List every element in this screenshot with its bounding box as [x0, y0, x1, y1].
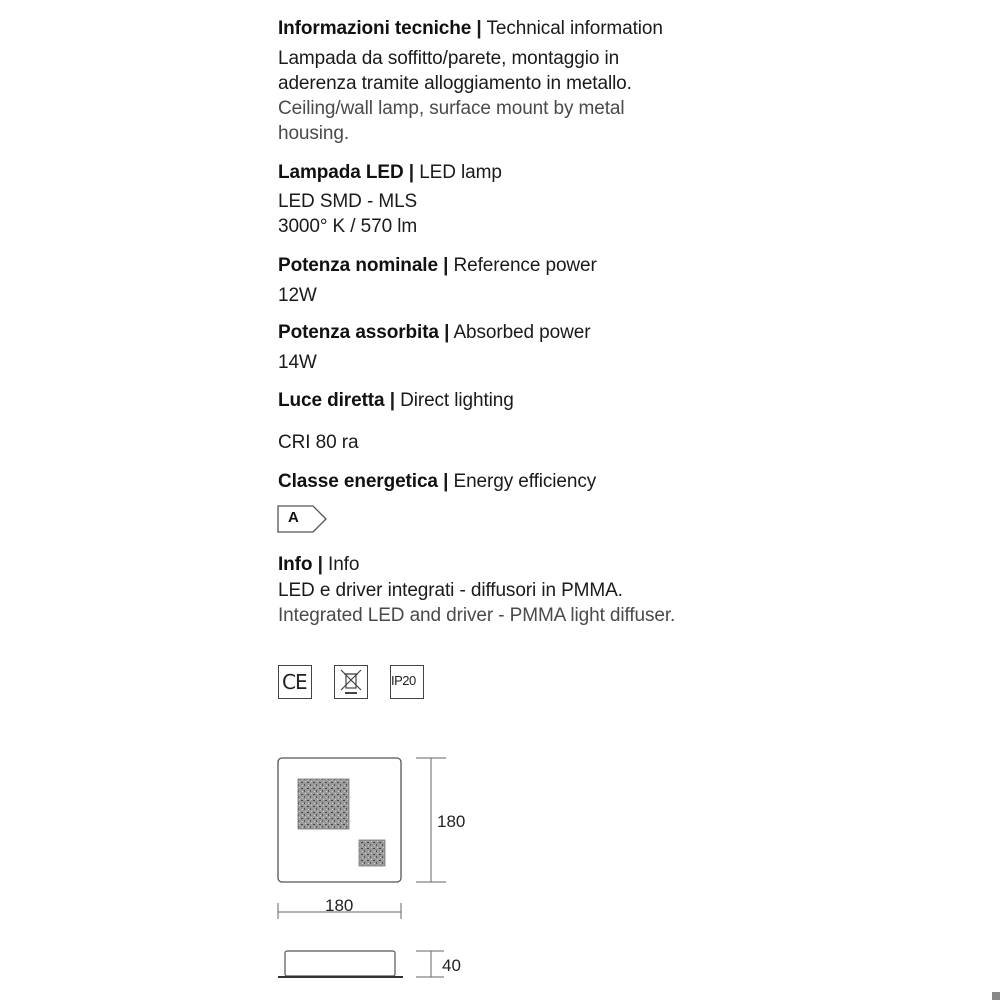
weee-bin-icon — [334, 665, 368, 699]
technical-title-it: Informazioni tecniche — [278, 18, 472, 39]
info-text-it: LED e driver integrati - diffusori in PMMA. — [278, 580, 623, 601]
reference-power-title-en: Reference power — [453, 255, 597, 276]
large-diffuser-square — [298, 779, 349, 829]
info-text-en: Integrated LED and driver - PMMA light diffuser. — [278, 605, 676, 626]
lighting-heading — [278, 389, 514, 413]
energy-title-en: Energy efficiency — [453, 471, 597, 492]
info-title-en: Info — [328, 554, 360, 575]
depth-dimension-line — [416, 951, 444, 977]
technical-text-it-2: aderenza tramite alloggiamento in metallo. — [278, 73, 632, 94]
lamp-title-it: Lampada LED — [278, 162, 404, 183]
separator: | — [317, 554, 323, 575]
height-dimension-label: 180 — [437, 812, 466, 831]
energy-arrow-icon — [277, 505, 329, 533]
separator: | — [389, 390, 395, 411]
separator: | — [443, 255, 449, 276]
small-diffuser-square — [359, 840, 385, 866]
ip20-rating-icon — [390, 665, 424, 699]
energy-title-it: Classe energetica — [278, 471, 438, 492]
lamp-title-en: LED lamp — [419, 162, 502, 183]
separator: | — [443, 471, 449, 492]
reference-power-value: 12W — [278, 285, 317, 306]
separator: | — [408, 162, 414, 183]
width-dimension-label: 180 — [325, 896, 354, 915]
technical-heading — [278, 17, 663, 41]
ce-mark-text: CE — [282, 670, 307, 694]
lamp-value-2: 3000° K / 570 lm — [278, 216, 418, 237]
lamp-heading — [278, 161, 502, 185]
absorbed-power-title-it: Potenza assorbita — [278, 322, 439, 343]
energy-class-badge — [277, 505, 329, 533]
ce-mark-icon — [278, 665, 312, 699]
lighting-title-it: Luce diretta — [278, 390, 385, 411]
separator: | — [444, 322, 450, 343]
absorbed-power-title-en: Absorbed power — [453, 322, 591, 343]
absorbed-power-heading — [278, 321, 590, 345]
separator: | — [476, 18, 482, 39]
technical-title-en: Technical information — [486, 18, 663, 39]
absorbed-power-value: 14W — [278, 352, 317, 373]
depth-dimension-label: 40 — [442, 956, 461, 975]
lighting-value: CRI 80 ra — [278, 432, 359, 453]
energy-heading — [278, 470, 596, 494]
lamp-side-view — [285, 951, 395, 976]
technical-text-en-2: housing. — [278, 123, 350, 144]
lighting-title-en: Direct lighting — [400, 390, 514, 411]
reference-power-title-it: Potenza nominale — [278, 255, 438, 276]
lamp-value-1: LED SMD - MLS — [278, 191, 418, 212]
corner-marker — [992, 992, 1000, 1000]
energy-class-letter: A — [288, 509, 299, 526]
info-heading — [278, 553, 359, 577]
technical-text-it-1: Lampada da soffitto/parete, montaggio in — [278, 48, 620, 69]
reference-power-heading — [278, 254, 597, 278]
technical-text-en-1: Ceiling/wall lamp, surface mount by metal — [278, 98, 625, 119]
ip-rating-text: IP20 — [391, 673, 416, 688]
info-title-it: Info — [278, 554, 313, 575]
